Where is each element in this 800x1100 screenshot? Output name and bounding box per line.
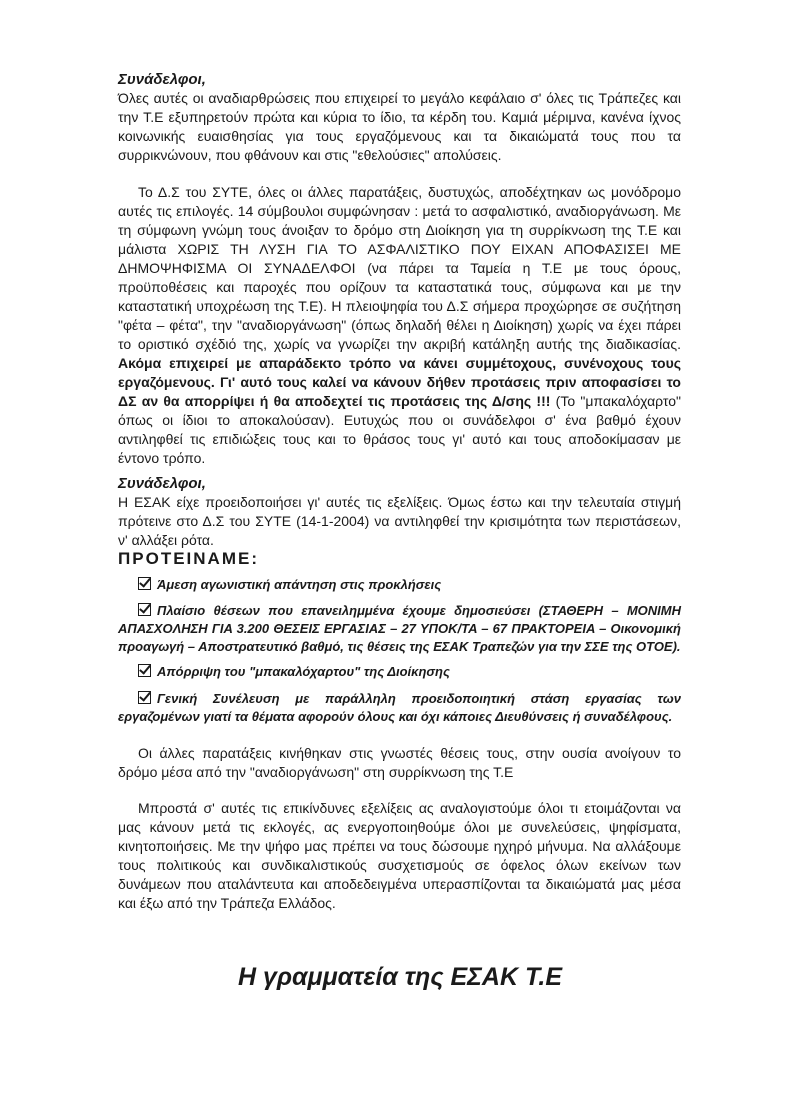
paragraph-1: Όλες αυτές οι αναδιαρθρώσεις που επιχειρεί το μεγάλο κεφάλαιο σ' όλες τις Τράπεζες και την Τ.Ε εξυπηρετούν πρώτα και κύρια το ίδιο, τα κέρδη του. Καμιά μέριμνα, κανένα ίχνος κοινωνικής ευαισθησίας για τους εργαζόμενους και τα δικαιώματά τους που τα συρρικνώνουν, που φθάνουν και στις "εθελούσιες" απολύσεις. — [118, 90, 681, 163]
section-2 — [118, 183, 681, 468]
section-3 — [118, 474, 681, 550]
proposal-3 — [118, 663, 681, 681]
paragraph-5: Μπροστά σ' αυτές τις επικίνδυνες εξελίξεις ας αναλογιστούμε όλοι τι ετοιμάζονται να μας κάνουν μετά τις εκλογές, ας ενεργοποιηθούμε όλοι με συνελεύσεις, ψηφίσματα, κινητοποιήσεις. Με την ψήφο μας πρέπει να τους δώσουμε ηχηρό μήνυμα. Να αλλάξουμε τους πολιτικούς και συνδικαλιστικούς συσχετισμούς σε όφελος όλων εκείνων των δυνάμεων που αταλάντευτα και αποδεδειγμένα υπερασπίζονται τα δικαιώματά μας μέσα και έξω από την Τράπεζα Ελλάδος. — [118, 800, 681, 911]
paragraph-4: Οι άλλες παρατάξεις κινήθηκαν στις γνωστές θέσεις τους, στην ουσία ανοίγουν το δρόμο μέσα από την "αναδιοργάνωση" στη συρρίκνωση της Τ.Ε — [118, 745, 681, 780]
salutation: Συνάδελφοι, — [118, 71, 206, 88]
proposal-4 — [118, 690, 681, 726]
signature: Η γραμματεία της ΕΣΑΚ Τ.Ε — [237, 963, 563, 991]
paragraph-2 — [118, 183, 681, 468]
checkbox-checked-icon — [138, 691, 151, 704]
proposal-text: Απόρριψη του "μπακαλόχαρτου" της Διοίκησης — [157, 664, 450, 679]
section-4 — [118, 744, 681, 782]
proposal-text: Πλαίσιο θέσεων που επανειλημμένα έχουμε δημοσιεύσει (ΣΤΑΘΕΡΗ – ΜΟΝΙΜΗ ΑΠΑΣΧΟΛΗΣΗ ΓΙΑ 3.200 ΘΕΣΕΙΣ ΕΡΓΑΣΙΑΣ – 27 ΥΠΟΚ/ΤΑ – 67 ΠΡΑΚΤΟΡΕΙΑ – Οικονομική προαγωγή – Αποστρατευτικό βαθμό, τις θέσεις της ΕΣΑΚ Τραπεζών για την ΣΣΕ της ΟΤΟΕ). — [118, 603, 681, 654]
proposals-heading: ΠΡΟΤΕΙΝΑΜΕ: — [118, 549, 259, 568]
proposal-text: Άμεση αγωνιστική απάντηση στις προκλήσεις — [157, 577, 442, 592]
proposal-1 — [118, 576, 681, 594]
proposals-heading-wrap — [118, 549, 681, 569]
section-1 — [118, 70, 681, 165]
section-5 — [118, 799, 681, 913]
proposal-2 — [118, 602, 681, 656]
salutation: Συνάδελφοι, — [118, 475, 206, 492]
proposal-text: Γενική Συνέλευση με παράλληλη προειδοποιητική στάση εργασίας των εργαζομένων γιατί τα θέματα αφορούν όλους και όχι κάποιες Διευθύνσεις ή συναδέλφους. — [118, 691, 681, 724]
paragraph-2-end: (Το "μπακαλόχαρτο" όπως οι ίδιοι το αποκαλούσαν). Ευτυχώς που οι συνάδελφοι σ' ένα βαθμό έχουν αντιληφθεί τις επιδιώξεις τους και το θράσος τους γι' αυτό και τους αποδοκίμασαν με έντονο τρόπο. — [118, 393, 682, 466]
checkbox-checked-icon — [138, 577, 151, 590]
paragraph-2-bold: Ακόμα επιχειρεί με απαράδεκτο τρόπο να κάνει συμμέτοχους, συνένοχους τους εργαζόμενους. Γι' αυτό τους καλεί να κάνουν δήθεν προτάσεις πριν αποφασίσει το ΔΣ αν θα απορρίψει ή θα αποδεχτεί τις προτάσεις της Δ/σης !!! — [118, 355, 681, 409]
paragraph-3: Η ΕΣΑΚ είχε προειδοποιήσει γι' αυτές τις εξελίξεις. Όμως έστω και την τελευταία στιγμή πρότεινε στο Δ.Σ του ΣΥΤΕ (14-1-2004) να αντιληφθεί την κρισιμότητα των περιστάσεων, ν' αλλάξει ρότα. — [118, 494, 681, 548]
paragraph-2-text: Το Δ.Σ του ΣΥΤΕ, όλες οι άλλες παρατάξεις, δυστυχώς, αποδέχτηκαν ως μονόδρομο αυτές τις επιλογές. 14 σύμβουλοι συμφώνησαν : μετά το ασφαλιστικό, αναδιοργάνωση. Με τη σύμφωνη γνώμη τους άνοιξαν το δρόμο στη Διοίκηση για τη συρρίκνωση της Τ.Ε και μάλιστα ΧΩΡΙΣ ΤΗ ΛΥΣΗ ΓΙΑ ΤΟ ΑΣΦΑΛΙΣΤΙΚΟ ΠΟΥ ΕΙΧΑΝ ΑΠΟΦΑΣΙΣΕΙ ΜΕ ΔΗΜΟΨΗΦΙΣΜΑ ΟΙ ΣΥΝΑΔΕΛΦΟΙ (να πάρει τα Ταμεία η Τ.Ε με τους όρους, προϋποθέσεις και παροχές που ορίζουν τα καταστατικά τους, σύμφωνα και με την καταστατική υποχρέωση της Τ.Ε). Η πλειοψηφία του Δ.Σ σήμερα προχώρησε σε συζήτηση "φέτα – φέτα", την "αναδιοργάνωση" (όπως δηλαδή θέλει η Διοίκηση) χωρίς να έχει πάρει το οριστικό σχέδιό της, χωρίς να γνωρίζει την ακριβή κατάληξη αυτής της διαδικασίας. — [118, 184, 681, 352]
checkbox-checked-icon — [138, 603, 151, 616]
checkbox-checked-icon — [138, 664, 151, 677]
